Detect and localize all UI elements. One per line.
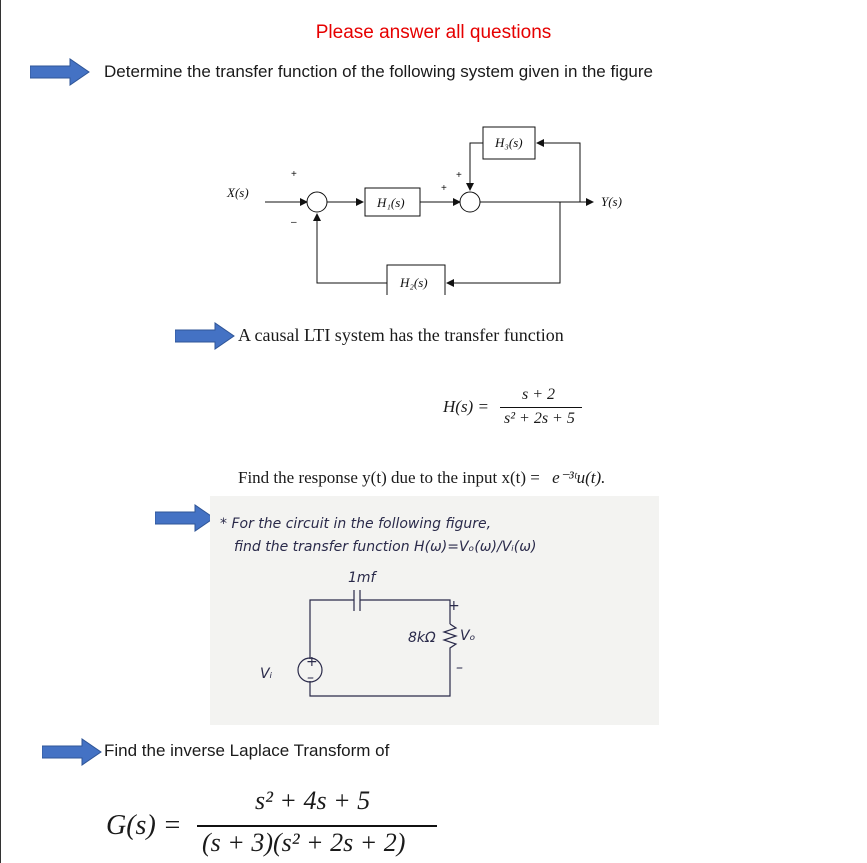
capacitor-label: 1mf xyxy=(348,570,376,586)
label-h3: H₃(s) xyxy=(495,135,523,150)
question-4-text: Find the inverse Laplace Transform of xyxy=(104,741,390,760)
laplace-numerator: s² + 4s + 5 xyxy=(255,786,371,815)
label-h2: H₂(s) xyxy=(400,275,428,290)
circuit-photo xyxy=(210,496,659,725)
transfer-function-denominator: s² + 2s + 5 xyxy=(504,410,575,427)
plus-sign: + xyxy=(441,183,447,194)
arrow-right-icon xyxy=(30,58,90,86)
resistor-label: 8kΩ xyxy=(408,630,436,646)
label-input: X(s) xyxy=(227,185,249,200)
fraction-bar xyxy=(500,407,582,408)
arrow-right-icon xyxy=(42,738,102,766)
arrow-right-icon xyxy=(155,504,215,532)
page-border xyxy=(0,0,5,863)
plus-sign: + xyxy=(291,169,297,180)
transfer-function-lhs: H(s) = xyxy=(443,397,489,416)
response-text: Find the response y(t) due to the input x(t) = xyxy=(238,468,540,487)
circuit-question-line-2: find the transfer function H(ω)=Vₒ(ω)/Vᵢ(ω) xyxy=(234,539,537,555)
label-h1: H₁(s) xyxy=(377,195,405,210)
question-2-text: A causal LTI system has the transfer function xyxy=(238,325,564,345)
plus-sign: + xyxy=(448,598,460,614)
summing-junction-2 xyxy=(460,192,480,212)
laplace-denominator: (s + 3)(s² + 2s + 2) xyxy=(202,828,406,857)
vo-label: Vₒ xyxy=(460,628,476,644)
arrow-right-icon xyxy=(175,322,235,350)
page-heading: Please answer all questions xyxy=(315,22,552,43)
minus-sign: – xyxy=(456,660,463,676)
fraction-bar xyxy=(197,825,437,827)
minus-sign: – xyxy=(291,217,297,228)
vi-label: Vᵢ xyxy=(260,666,273,682)
input-expression: e⁻³ᵗu(t). xyxy=(552,468,606,487)
source-plus-sign: + xyxy=(306,654,318,670)
question-1-text: Determine the transfer function of the following system given in the figure xyxy=(104,62,654,81)
plus-sign: + xyxy=(456,170,462,181)
transfer-function-numerator: s + 2 xyxy=(522,386,556,403)
response-line xyxy=(238,468,605,488)
block-diagram xyxy=(225,115,645,295)
source-minus-sign: – xyxy=(307,670,314,686)
laplace-lhs: G(s) = xyxy=(106,810,182,841)
label-output: Y(s) xyxy=(601,194,622,209)
summing-junction-1 xyxy=(307,192,327,212)
circuit-question-line-1: * For the circuit in the following figure, xyxy=(220,516,492,532)
